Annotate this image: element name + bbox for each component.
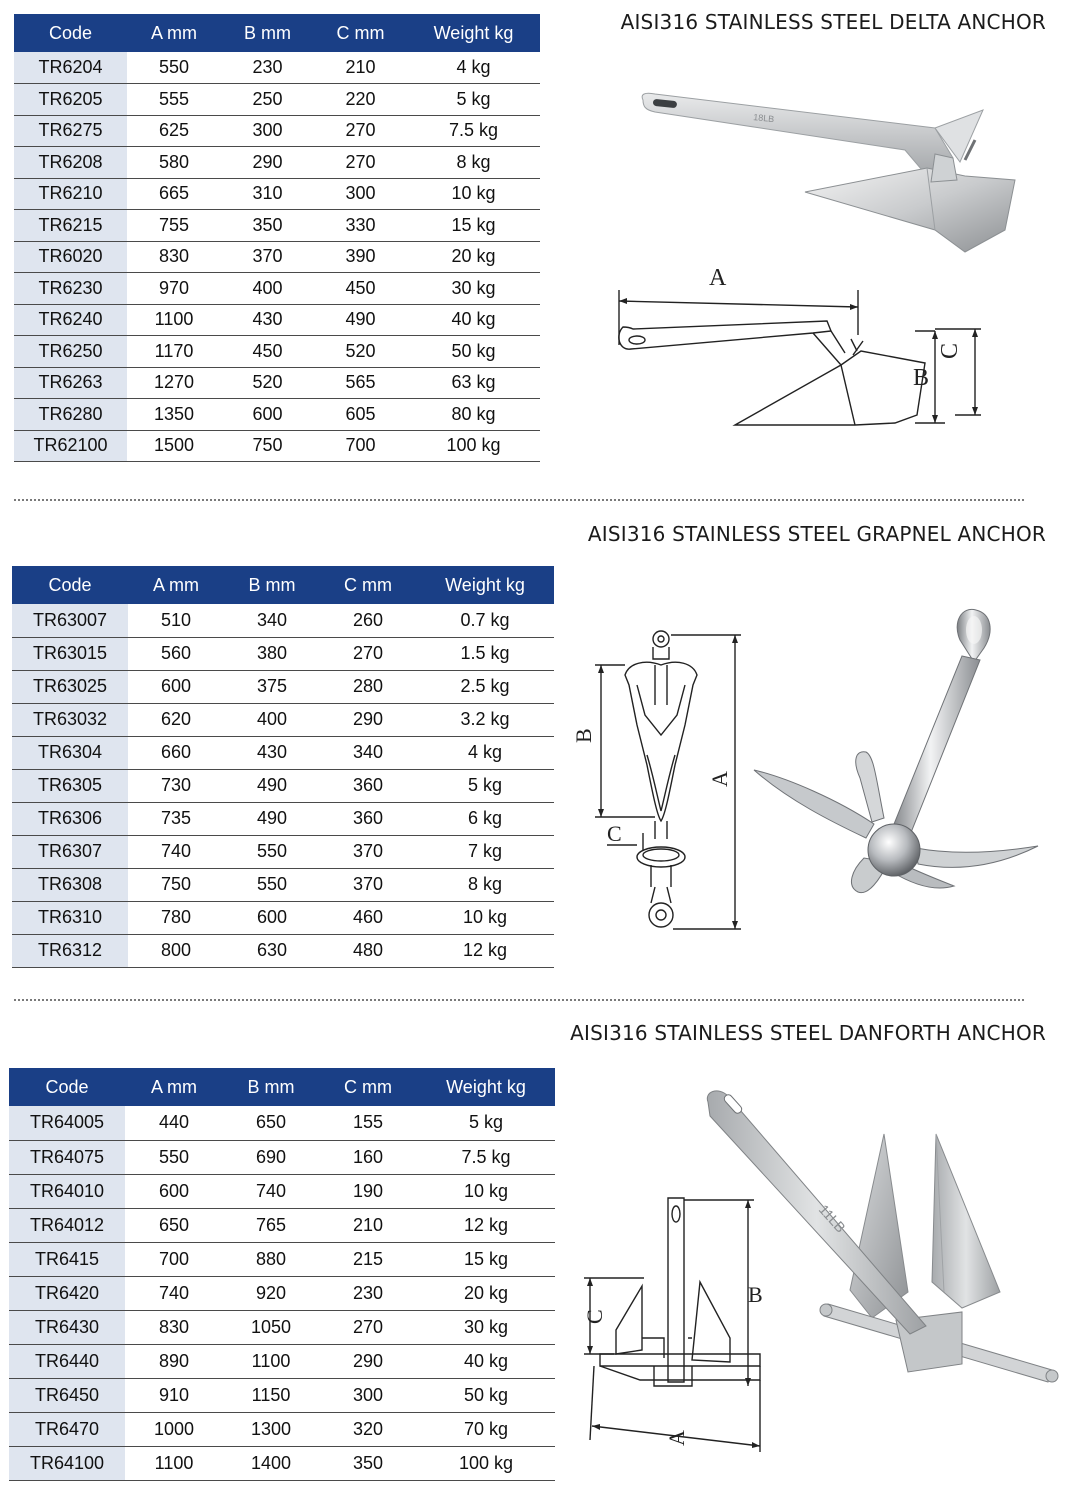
cell-code: TR63025 — [12, 670, 128, 703]
cell-a-mm: 750 — [128, 868, 224, 901]
table-row — [12, 868, 554, 901]
danforth-title: AISI316 STAINLESS STEEL DANFORTH ANCHOR — [570, 1021, 1046, 1045]
table-row — [14, 210, 540, 242]
grapnel-hub — [868, 824, 920, 876]
grapnel-anchor-photo — [748, 600, 1048, 910]
cell-code: TR6208 — [14, 147, 127, 179]
cell-code: TR6230 — [14, 273, 127, 305]
cell-c-mm: 490 — [314, 304, 407, 336]
table-row — [12, 934, 554, 967]
cell-b-mm: 600 — [221, 399, 314, 431]
table-row — [14, 178, 540, 210]
column-header-a-mm: A mm — [128, 566, 224, 604]
table-row — [14, 52, 540, 84]
table-row — [9, 1242, 555, 1276]
cell-c-mm: 450 — [314, 273, 407, 305]
cell-a-mm: 660 — [128, 736, 224, 769]
cell-c-mm: 290 — [319, 1344, 417, 1378]
delta-shank — [642, 93, 953, 176]
cell-weight: 4 kg — [416, 736, 554, 769]
cell-weight: 10 kg — [416, 901, 554, 934]
cell-b-mm: 430 — [221, 304, 314, 336]
cell-code: TR6204 — [14, 52, 127, 84]
cell-b-mm: 1400 — [223, 1446, 319, 1480]
cell-weight: 7 kg — [416, 835, 554, 868]
cell-b-mm: 1050 — [223, 1310, 319, 1344]
column-header-c-mm: C mm — [314, 14, 407, 52]
cell-a-mm: 555 — [127, 84, 221, 116]
cell-weight: 70 kg — [417, 1412, 555, 1446]
cell-weight: 15 kg — [407, 210, 540, 242]
cell-b-mm: 740 — [223, 1174, 319, 1208]
cell-c-mm: 220 — [314, 84, 407, 116]
cell-c-mm: 330 — [314, 210, 407, 242]
cell-c-mm: 340 — [320, 736, 416, 769]
cell-c-mm: 480 — [320, 934, 416, 967]
cell-b-mm: 1100 — [223, 1344, 319, 1378]
cell-b-mm: 650 — [223, 1106, 319, 1140]
cell-a-mm: 665 — [127, 178, 221, 210]
cell-weight: 10 kg — [417, 1174, 555, 1208]
grapnel-dimension-drawing — [565, 625, 745, 937]
cell-c-mm: 160 — [319, 1140, 417, 1174]
cell-c-mm: 290 — [320, 703, 416, 736]
cell-code: TR64010 — [9, 1174, 125, 1208]
cell-code: TR6020 — [14, 241, 127, 273]
cell-c-mm: 270 — [314, 115, 407, 147]
table-row — [9, 1412, 555, 1446]
cell-weight: 5 kg — [416, 769, 554, 802]
cell-b-mm: 1150 — [223, 1378, 319, 1412]
cell-c-mm: 565 — [314, 367, 407, 399]
cell-a-mm: 970 — [127, 273, 221, 305]
cell-weight: 5 kg — [407, 84, 540, 116]
cell-a-mm: 550 — [127, 52, 221, 84]
cell-b-mm: 550 — [224, 835, 320, 868]
cell-c-mm: 260 — [320, 604, 416, 637]
cell-b-mm: 300 — [221, 115, 314, 147]
cell-c-mm: 350 — [319, 1446, 417, 1480]
cell-a-mm: 600 — [125, 1174, 223, 1208]
table-row — [12, 736, 554, 769]
cell-c-mm: 320 — [319, 1412, 417, 1446]
cell-a-mm: 625 — [127, 115, 221, 147]
column-header-code: Code — [14, 14, 127, 52]
cell-b-mm: 400 — [224, 703, 320, 736]
column-header-b-mm: B mm — [224, 566, 320, 604]
cell-b-mm: 400 — [221, 273, 314, 305]
cell-c-mm: 370 — [320, 835, 416, 868]
cell-b-mm: 1300 — [223, 1412, 319, 1446]
cell-a-mm: 650 — [125, 1208, 223, 1242]
cell-a-mm: 1170 — [127, 336, 221, 368]
grapnel-dim-a-label: A — [707, 771, 732, 787]
cell-weight: 80 kg — [407, 399, 540, 431]
column-header-weight: Weight kg — [407, 14, 540, 52]
cell-b-mm: 880 — [223, 1242, 319, 1276]
cell-b-mm: 490 — [224, 802, 320, 835]
table-row — [9, 1276, 555, 1310]
cell-weight: 30 kg — [407, 273, 540, 305]
cell-a-mm: 620 — [128, 703, 224, 736]
cell-code: TR6430 — [9, 1310, 125, 1344]
cell-a-mm: 830 — [125, 1310, 223, 1344]
cell-c-mm: 155 — [319, 1106, 417, 1140]
danforth-dim-a-label: A — [664, 1430, 689, 1446]
table-row — [12, 637, 554, 670]
cell-code: TR6440 — [9, 1344, 125, 1378]
cell-b-mm: 230 — [221, 52, 314, 84]
cell-weight: 100 kg — [407, 430, 540, 462]
cell-c-mm: 300 — [319, 1378, 417, 1412]
cell-code: TR6275 — [14, 115, 127, 147]
column-header-a-mm: A mm — [125, 1068, 223, 1106]
cell-weight: 15 kg — [417, 1242, 555, 1276]
grapnel-fluke-top — [856, 752, 884, 822]
cell-b-mm: 750 — [221, 430, 314, 462]
cell-code: TR64075 — [9, 1140, 125, 1174]
table-row — [12, 769, 554, 802]
grapnel-fluke-left — [754, 770, 874, 838]
delta-title: AISI316 STAINLESS STEEL DELTA ANCHOR — [620, 10, 1046, 34]
cell-b-mm: 290 — [221, 147, 314, 179]
cell-c-mm: 270 — [319, 1310, 417, 1344]
table-row — [14, 430, 540, 462]
cell-weight: 7.5 kg — [417, 1140, 555, 1174]
cell-b-mm: 370 — [221, 241, 314, 273]
column-header-c-mm: C mm — [320, 566, 416, 604]
cell-code: TR6250 — [14, 336, 127, 368]
cell-code: TR6280 — [14, 399, 127, 431]
danforth-dim-c-label: C — [582, 1309, 607, 1324]
cell-weight: 0.7 kg — [416, 604, 554, 637]
cell-code: TR62100 — [14, 430, 127, 462]
cell-code: TR64100 — [9, 1446, 125, 1480]
delta-dim-a-label: A — [709, 265, 727, 291]
cell-c-mm: 230 — [319, 1276, 417, 1310]
cell-weight: 50 kg — [417, 1378, 555, 1412]
table-row — [14, 336, 540, 368]
cell-weight: 40 kg — [407, 304, 540, 336]
grapnel-drawing-flukes — [625, 662, 697, 821]
delta-dim-b-label: B — [913, 365, 930, 391]
column-header-weight: Weight kg — [416, 566, 554, 604]
cell-b-mm: 600 — [224, 901, 320, 934]
grapnel-header-row — [12, 566, 554, 604]
cell-b-mm: 690 — [223, 1140, 319, 1174]
cell-weight: 10 kg — [407, 178, 540, 210]
table-row — [14, 84, 540, 116]
cell-c-mm: 270 — [320, 637, 416, 670]
cell-a-mm: 1500 — [127, 430, 221, 462]
cell-c-mm: 215 — [319, 1242, 417, 1276]
table-row — [12, 802, 554, 835]
grapnel-fluke-right — [916, 846, 1038, 867]
cell-a-mm: 830 — [127, 241, 221, 273]
cell-a-mm: 700 — [125, 1242, 223, 1276]
danforth-anchor-photo — [700, 1082, 1060, 1412]
delta-drawing-fluke — [735, 351, 925, 425]
cell-b-mm: 430 — [224, 736, 320, 769]
table-row — [9, 1208, 555, 1242]
cell-code: TR6310 — [12, 901, 128, 934]
cell-b-mm: 520 — [221, 367, 314, 399]
cell-b-mm: 250 — [221, 84, 314, 116]
table-row — [14, 115, 540, 147]
cell-weight: 20 kg — [407, 241, 540, 273]
cell-a-mm: 780 — [128, 901, 224, 934]
table-row — [9, 1344, 555, 1378]
cell-weight: 30 kg — [417, 1310, 555, 1344]
cell-c-mm: 390 — [314, 241, 407, 273]
cell-c-mm: 210 — [314, 52, 407, 84]
table-row — [9, 1446, 555, 1480]
cell-a-mm: 735 — [128, 802, 224, 835]
delta-fluke — [805, 168, 1015, 252]
grapnel-shank — [890, 656, 980, 840]
delta-spec-table — [14, 14, 540, 462]
cell-a-mm: 740 — [128, 835, 224, 868]
cell-a-mm: 740 — [125, 1276, 223, 1310]
table-row — [14, 241, 540, 273]
cell-a-mm: 755 — [127, 210, 221, 242]
cell-code: TR6308 — [12, 868, 128, 901]
cell-b-mm: 380 — [224, 637, 320, 670]
cell-b-mm: 350 — [221, 210, 314, 242]
table-row — [14, 273, 540, 305]
cell-code: TR6307 — [12, 835, 128, 868]
delta-header-row — [14, 14, 540, 52]
column-header-b-mm: B mm — [223, 1068, 319, 1106]
table-row — [9, 1378, 555, 1412]
grapnel-title: AISI316 STAINLESS STEEL GRAPNEL ANCHOR — [587, 522, 1046, 546]
cell-weight: 7.5 kg — [407, 115, 540, 147]
cell-a-mm: 1100 — [127, 304, 221, 336]
column-header-c-mm: C mm — [319, 1068, 417, 1106]
cell-weight: 1.5 kg — [416, 637, 554, 670]
cell-c-mm: 270 — [314, 147, 407, 179]
cell-code: TR6305 — [12, 769, 128, 802]
cell-a-mm: 1350 — [127, 399, 221, 431]
cell-a-mm: 730 — [128, 769, 224, 802]
table-row — [14, 399, 540, 431]
cell-weight: 8 kg — [416, 868, 554, 901]
cell-code: TR6240 — [14, 304, 127, 336]
cell-weight: 6 kg — [416, 802, 554, 835]
delta-drawing-shank — [619, 321, 831, 349]
cell-code: TR64005 — [9, 1106, 125, 1140]
column-header-code: Code — [12, 566, 128, 604]
table-row — [12, 901, 554, 934]
table-row — [14, 367, 540, 399]
table-row — [12, 835, 554, 868]
cell-b-mm: 920 — [223, 1276, 319, 1310]
danforth-engraving: 11LB — [815, 1201, 849, 1236]
cell-weight: 63 kg — [407, 367, 540, 399]
table-row — [12, 604, 554, 637]
cell-a-mm: 600 — [128, 670, 224, 703]
danforth-dim-b-label: B — [748, 1282, 763, 1307]
cell-code: TR63007 — [12, 604, 128, 637]
cell-a-mm: 560 — [128, 637, 224, 670]
delta-dim-c-label: C — [937, 342, 963, 359]
cell-code: TR6450 — [9, 1378, 125, 1412]
cell-b-mm: 550 — [224, 868, 320, 901]
cell-b-mm: 375 — [224, 670, 320, 703]
cell-a-mm: 1270 — [127, 367, 221, 399]
cell-weight: 2.5 kg — [416, 670, 554, 703]
danforth-spec-table — [9, 1068, 555, 1481]
cell-a-mm: 1100 — [125, 1446, 223, 1480]
cell-c-mm: 520 — [314, 336, 407, 368]
cell-c-mm: 280 — [320, 670, 416, 703]
cell-weight: 40 kg — [417, 1344, 555, 1378]
table-row — [9, 1310, 555, 1344]
cell-a-mm: 550 — [125, 1140, 223, 1174]
table-row — [14, 147, 540, 179]
cell-weight: 8 kg — [407, 147, 540, 179]
cell-code: TR63032 — [12, 703, 128, 736]
column-header-weight: Weight kg — [417, 1068, 555, 1106]
cell-code: TR6263 — [14, 367, 127, 399]
cell-a-mm: 910 — [125, 1378, 223, 1412]
cell-a-mm: 580 — [127, 147, 221, 179]
delta-engraving: 18LB — [752, 112, 775, 125]
cell-b-mm: 765 — [223, 1208, 319, 1242]
delta-dimension-drawing — [605, 255, 1005, 440]
table-row — [9, 1106, 555, 1140]
cell-b-mm: 310 — [221, 178, 314, 210]
table-row — [12, 703, 554, 736]
grapnel-dim-b-label: B — [571, 728, 596, 743]
cell-c-mm: 210 — [319, 1208, 417, 1242]
section-divider — [14, 999, 1024, 1001]
delta-anchor-photo — [635, 80, 1030, 265]
cell-c-mm: 360 — [320, 802, 416, 835]
table-row — [9, 1174, 555, 1208]
cell-b-mm: 340 — [224, 604, 320, 637]
danforth-drawing-fluke-left — [616, 1286, 642, 1354]
cell-weight: 5 kg — [417, 1106, 555, 1140]
cell-weight: 100 kg — [417, 1446, 555, 1480]
cell-c-mm: 190 — [319, 1174, 417, 1208]
cell-code: TR6312 — [12, 934, 128, 967]
cell-a-mm: 890 — [125, 1344, 223, 1378]
cell-b-mm: 630 — [224, 934, 320, 967]
column-header-code: Code — [9, 1068, 125, 1106]
cell-code: TR64012 — [9, 1208, 125, 1242]
cell-weight: 20 kg — [417, 1276, 555, 1310]
cell-a-mm: 440 — [125, 1106, 223, 1140]
cell-a-mm: 1000 — [125, 1412, 223, 1446]
cell-code: TR6304 — [12, 736, 128, 769]
table-row — [14, 304, 540, 336]
cell-weight: 12 kg — [417, 1208, 555, 1242]
cell-code: TR6205 — [14, 84, 127, 116]
section-divider — [14, 499, 1024, 501]
table-row — [12, 670, 554, 703]
table-row — [9, 1140, 555, 1174]
cell-weight: 3.2 kg — [416, 703, 554, 736]
cell-a-mm: 510 — [128, 604, 224, 637]
cell-c-mm: 460 — [320, 901, 416, 934]
cell-a-mm: 800 — [128, 934, 224, 967]
cell-weight: 50 kg — [407, 336, 540, 368]
cell-code: TR6210 — [14, 178, 127, 210]
column-header-b-mm: B mm — [221, 14, 314, 52]
cell-code: TR6215 — [14, 210, 127, 242]
cell-code: TR6470 — [9, 1412, 125, 1446]
cell-c-mm: 360 — [320, 769, 416, 802]
column-header-a-mm: A mm — [127, 14, 221, 52]
danforth-header-row — [9, 1068, 555, 1106]
cell-b-mm: 450 — [221, 336, 314, 368]
cell-c-mm: 700 — [314, 430, 407, 462]
cell-code: TR6420 — [9, 1276, 125, 1310]
grapnel-spec-table — [12, 566, 554, 968]
cell-b-mm: 490 — [224, 769, 320, 802]
cell-code: TR63015 — [12, 637, 128, 670]
cell-code: TR6306 — [12, 802, 128, 835]
cell-c-mm: 300 — [314, 178, 407, 210]
cell-code: TR6415 — [9, 1242, 125, 1276]
danforth-fluke-right — [932, 1134, 1000, 1308]
cell-c-mm: 370 — [320, 868, 416, 901]
grapnel-dim-c-label: C — [607, 821, 622, 846]
cell-weight: 4 kg — [407, 52, 540, 84]
cell-weight: 12 kg — [416, 934, 554, 967]
cell-c-mm: 605 — [314, 399, 407, 431]
